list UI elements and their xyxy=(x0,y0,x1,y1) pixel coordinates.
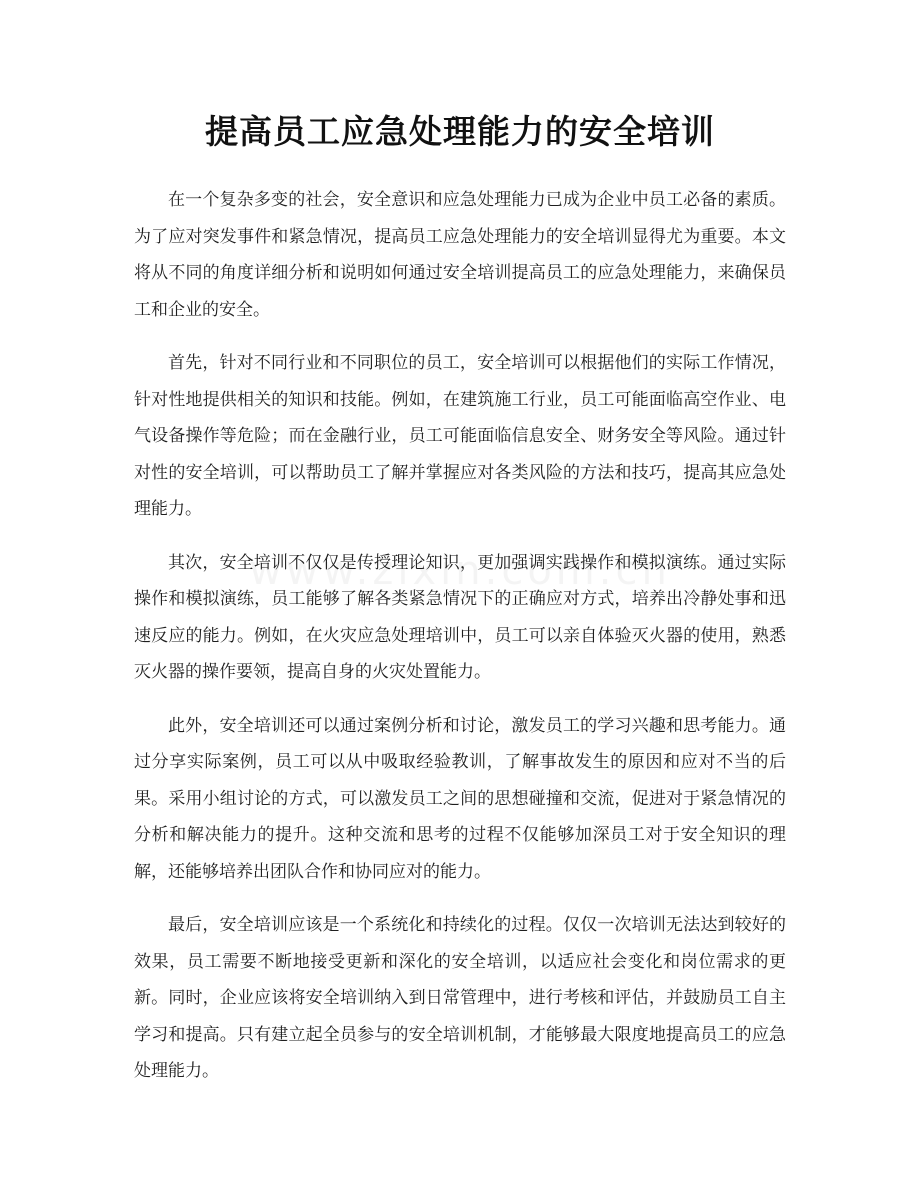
paragraph-2: 首先，针对不同行业和不同职位的员工，安全培训可以根据他们的实际工作情况，针对性地提供相关的知识和技能。例如，在建筑施工行业，员工可能面临高空作业、电气设备操作等危险；而在金融行业，员工可能面临信息安全、财务安全等风险。通过针对性的安全培训，可以帮助员工了解并掌握应对各类风险的方法和技巧，提高其应急处理能力。 xyxy=(134,353,786,519)
paragraph-5: 最后，安全培训应该是一个系统化和持续化的过程。仅仅一次培训无法达到较好的效果，员工需要不断地接受更新和深化的安全培训，以适应社会变化和岗位需求的更新。同时，企业应该将安全培训纳入到日常管理中，进行考核和评估，并鼓励员工自主学习和提高。只有建立起全员参与的安全培训机制，才能够最大限度地提高员工的应急处理能力。 xyxy=(134,915,786,1081)
document-title: 提高员工应急处理能力的安全培训 xyxy=(205,112,715,151)
paragraph-3: 其次，安全培训不仅仅是传授理论知识，更加强调实践操作和模拟演练。通过实际操作和模拟演练，员工能够了解各类紧急情况下的正确应对方式，培养出冷静处事和迅速反应的能力。例如，在火灾应急处理培训中，员工可以亲自体验灭火器的使用，熟悉灭火器的操作要领，提高自身的火灾处置能力。 xyxy=(134,552,786,682)
paragraph-4: 此外，安全培训还可以通过案例分析和讨论，激发员工的学习兴趣和思考能力。通过分享实际案例，员工可以从中吸取经验教训，了解事故发生的原因和应对不当的后果。采用小组讨论的方式，可以激发员工之间的思想碰撞和交流，促进对于紧急情况的分析和解决能力的提升。这种交流和思考的过程不仅能够加深员工对于安全知识的理解，还能够培养出团队合作和协同应对的能力。 xyxy=(134,715,786,882)
document-body xyxy=(134,182,786,1107)
paragraph-1: 在一个复杂多变的社会，安全意识和应急处理能力已成为企业中员工必备的素质。为了应对突发事件和紧急情况，提高员工应急处理能力的安全培训显得尤为重要。本文将从不同的角度详细分析和说明如何通过安全培训提高员工的应急处理能力，来确保员工和企业的安全。 xyxy=(134,190,786,320)
